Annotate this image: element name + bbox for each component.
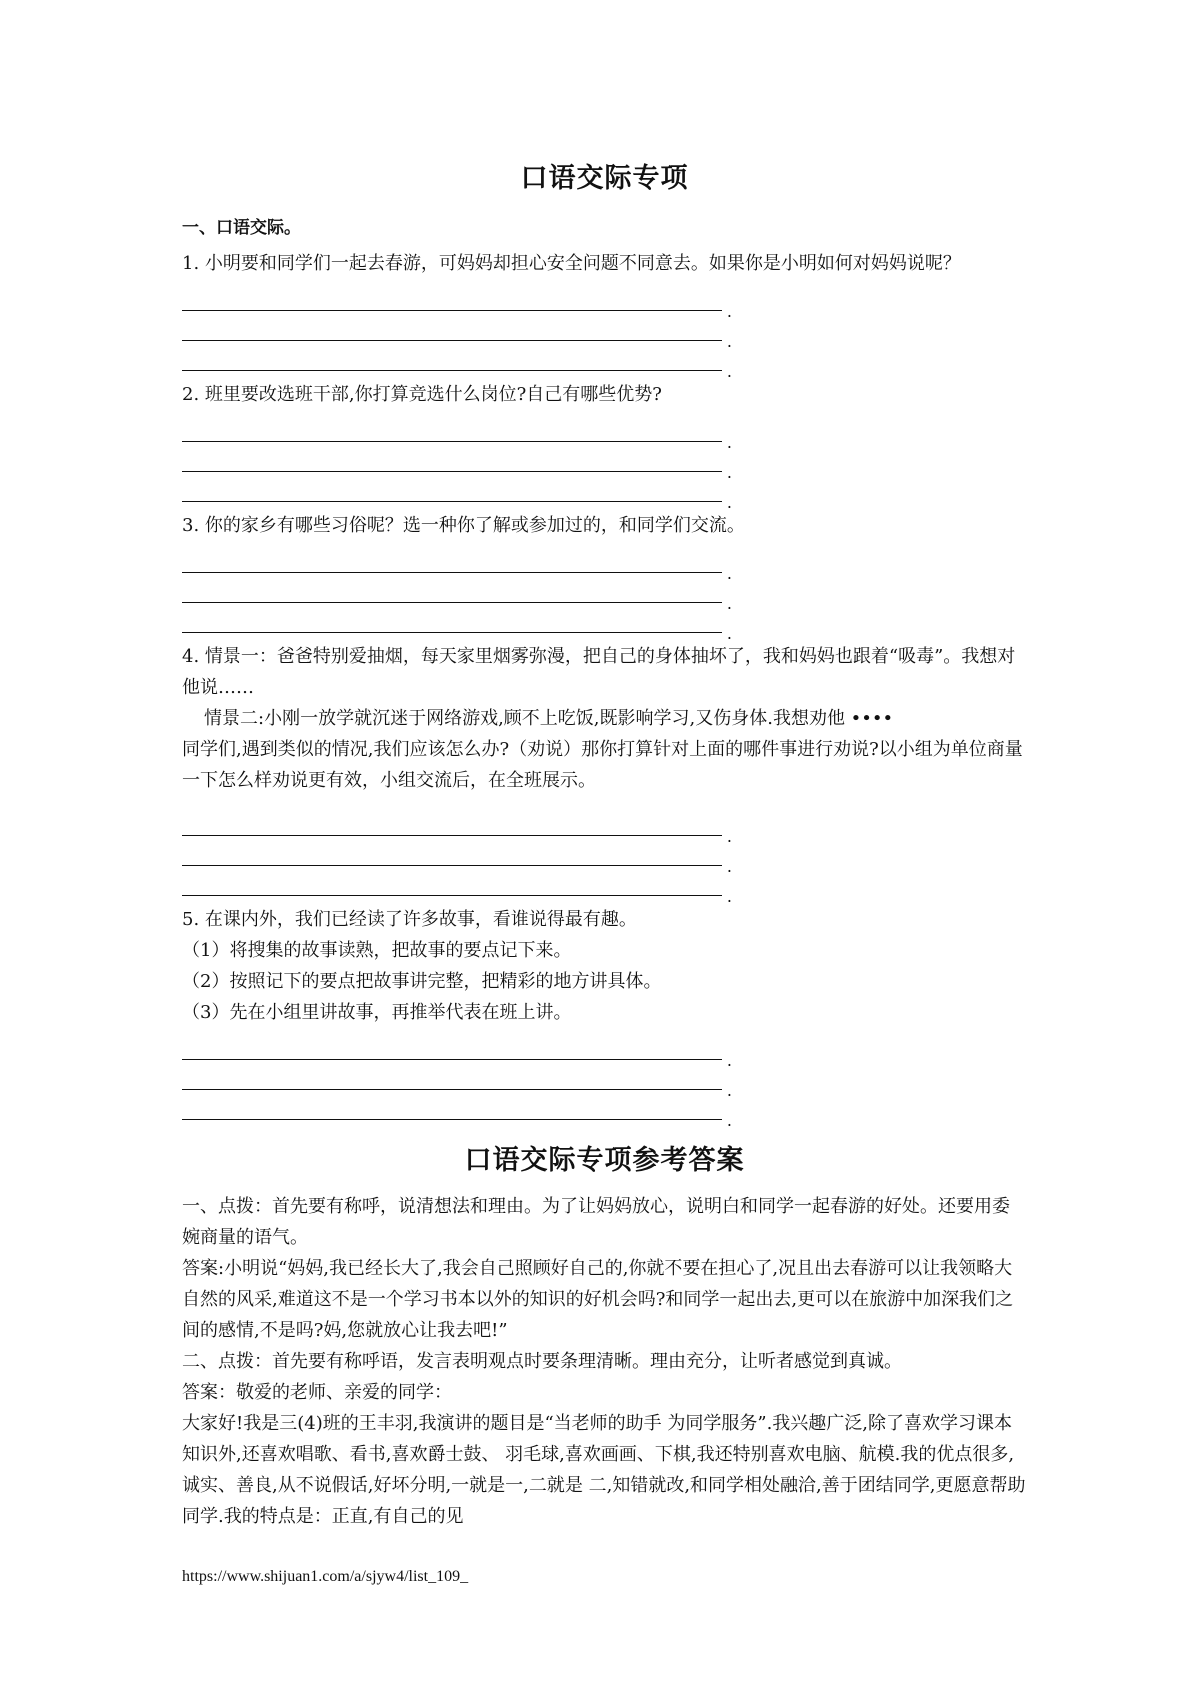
line-end-mark: . <box>726 827 732 846</box>
question-2 <box>182 379 1027 512</box>
footer-url: https://www.shijuan1.com/a/sjyw4/list_109_ <box>182 1568 469 1585</box>
answer-line[interactable] <box>182 1060 732 1100</box>
line-end-mark: . <box>726 564 732 583</box>
answer-paragraph: 一、点拨：首先要有称呼，说清想法和理由。为了让妈妈放心，说明白和同学一起春游的好处。还要用委婉商量的语气。 <box>182 1196 1010 1248</box>
answer-line[interactable] <box>182 472 732 512</box>
line-end-mark: . <box>726 1111 732 1130</box>
answer-lines <box>182 281 1027 381</box>
answer-lines <box>182 543 1027 643</box>
answer-line[interactable] <box>182 543 732 583</box>
question-4 <box>182 641 1027 906</box>
sub-item-3: （3）先在小组里讲故事，再推举代表在班上讲。 <box>182 1002 572 1023</box>
answer-line[interactable] <box>182 603 732 643</box>
scenario-two-text: 情景二:小刚一放学就沉迷于网络游戏,顾不上吃饭,既影响学习,又伤身体.我想劝他 •••• <box>204 708 894 729</box>
answer-line[interactable] <box>182 281 732 321</box>
question-text: 1. 小明要和同学们一起去春游，可妈妈却担心安全问题不同意去。如果你是小明如何对妈妈说呢？ <box>182 253 961 274</box>
answer-line[interactable] <box>182 806 732 846</box>
question-5 <box>182 904 1027 1130</box>
line-end-mark: . <box>726 594 732 613</box>
line-end-mark: . <box>726 332 732 351</box>
sub-item-1: （1）将搜集的故事读熟，把故事的要点记下来。 <box>182 940 572 961</box>
answer-line[interactable] <box>182 1090 732 1130</box>
answer-lines <box>182 1030 1027 1130</box>
line-end-mark: . <box>726 433 732 452</box>
question-text: 3. 你的家乡有哪些习俗呢？选一种你了解或参加过的，和同学们交流。 <box>182 515 745 536</box>
answer-line[interactable] <box>182 341 732 381</box>
line-end-mark: . <box>726 362 732 381</box>
line-end-mark: . <box>726 857 732 876</box>
line-end-mark: . <box>726 302 732 321</box>
answer-lines <box>182 412 1027 512</box>
worksheet-page <box>182 150 1027 1532</box>
answer-line[interactable] <box>182 1030 732 1070</box>
answer-paragraph: 大家好!我是三(4)班的王丰羽,我演讲的题目是“当老师的助手 为同学服务”.我兴趣广泛,除了喜欢学习课本知识外,还喜欢唱歌、看书,喜欢爵士鼓、 羽毛球,喜欢画画、下棋,我还特别喜欢电脑、航模.我的优点很多,诚实、善良,从不说假话,好坏分明,一就是一,二就是 二,知错就改,和同学相处融洽,善于团结同学,更愿意帮助同学.我的特点是：正直,有自己的见 <box>182 1413 1026 1527</box>
sub-item-2: （2）按照记下的要点把故事讲完整，把精彩的地方讲具体。 <box>182 971 662 992</box>
question-text: 4. 情景一：爸爸特别爱抽烟，每天家里烟雾弥漫，把自己的身体抽坏了，我和妈妈也跟着“吸毒”。我想对他说…… <box>182 646 1016 698</box>
answer-line[interactable] <box>182 412 732 452</box>
answer-paragraph: 答案:小明说“妈妈,我已经长大了,我会自己照顾好自己的,你就不要在担心了,况且出去春游可以让我领略大自然的风采,难道这不是一个学习书本以外的知识的好机会吗?和同学一起出去,更可以在旅游中加深我们之间的感情,不是吗?妈,您就放心让我去吧!” <box>182 1258 1014 1341</box>
line-end-mark: . <box>726 887 732 906</box>
line-end-mark: . <box>726 463 732 482</box>
answer-line[interactable] <box>182 573 732 613</box>
question-3 <box>182 510 1027 643</box>
question-text: 2. 班里要改选班干部,你打算竞选什么岗位?自己有哪些优势? <box>182 384 662 405</box>
answer-paragraph: 答案：敬爱的老师、亲爱的同学： <box>182 1382 452 1403</box>
question-prompt-text: 同学们,遇到类似的情况,我们应该怎么办?（劝说）那你打算针对上面的哪件事进行劝说?以小组为单位商量一下怎么样劝说更有效，小组交流后，在全班展示。 <box>182 739 1023 791</box>
answer-line[interactable] <box>182 311 732 351</box>
line-end-mark: . <box>726 1051 732 1070</box>
line-end-mark: . <box>726 624 732 643</box>
answers-title: 口语交际专项参考答案 <box>464 1145 745 1176</box>
question-text: 5. 在课内外，我们已经读了许多故事，看谁说得最有趣。 <box>182 909 637 930</box>
page-title: 口语交际专项 <box>520 163 689 194</box>
question-1 <box>182 248 1027 381</box>
answer-lines <box>182 806 1027 906</box>
line-end-mark: . <box>726 493 732 512</box>
line-end-mark: . <box>726 1081 732 1100</box>
answer-paragraph: 二、点拨：首先要有称呼语，发言表明观点时要条理清晰。理由充分，让听者感觉到真诚。 <box>182 1351 902 1372</box>
answer-line[interactable] <box>182 836 732 876</box>
answer-line[interactable] <box>182 442 732 482</box>
answer-line[interactable] <box>182 866 732 906</box>
section-heading: 一、口语交际。 <box>182 218 301 238</box>
